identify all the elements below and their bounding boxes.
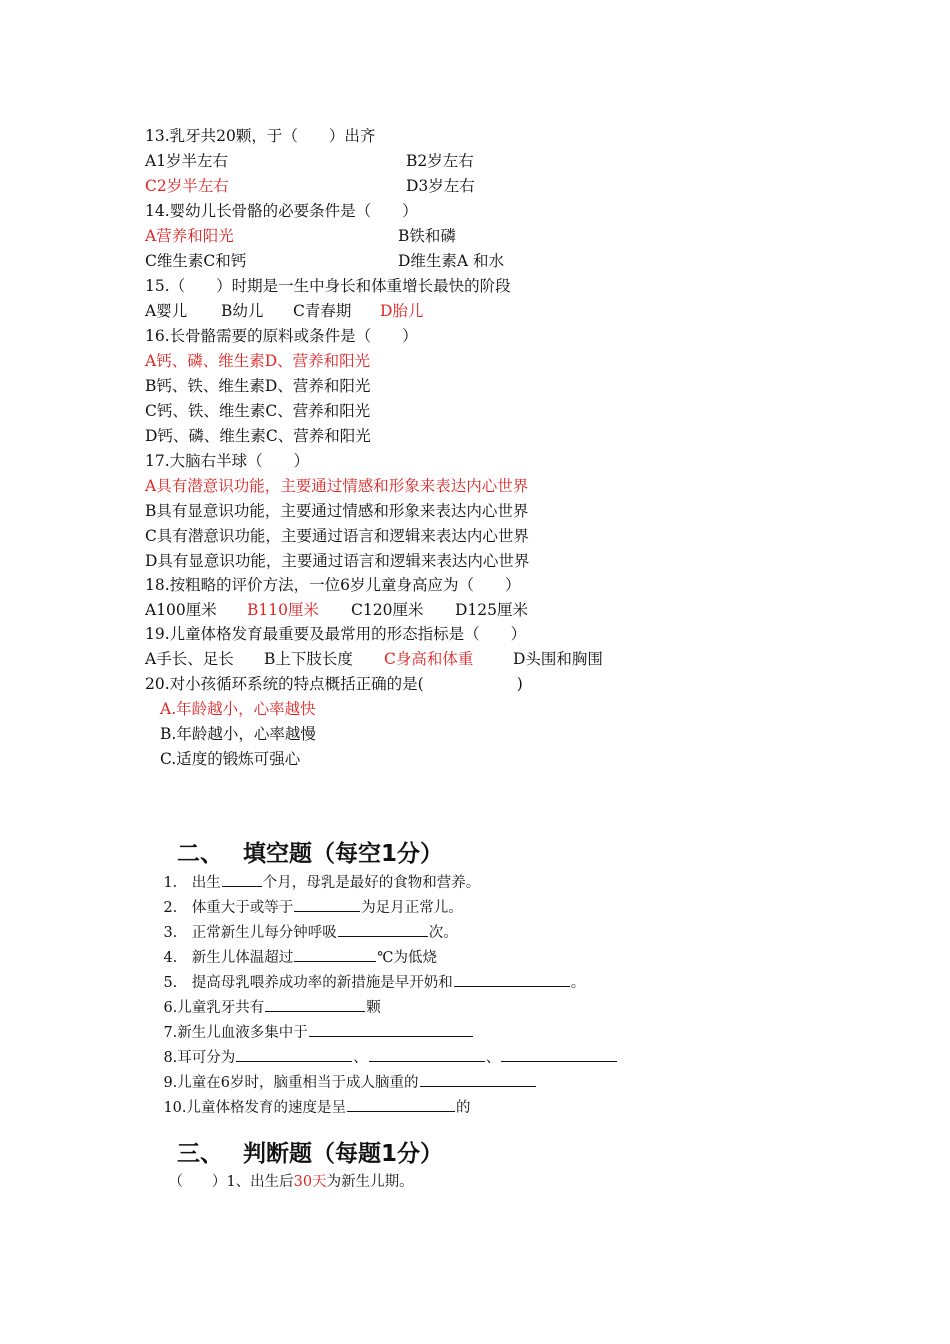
fill-blank-item-8: 8.耳可分为 、 、 [145, 1021, 618, 1045]
section-2-title: 填空题（每空1分） [243, 841, 444, 867]
q16-option-d: D钙、磷、维生素C、营养和阳光 [145, 427, 371, 445]
fill-blank-item-1: 1. 出生 个月，母乳是最好的食物和营养。 [145, 846, 480, 870]
answer-paren: （ ） [168, 1174, 227, 1190]
section-3-title: 判断题（每题1分） [243, 1141, 444, 1167]
q13-option-b: B2岁左右 [406, 152, 474, 170]
q16-option-a-answer: A钙、磷、维生素D、营养和阳光 [145, 352, 371, 370]
q18-option-d: D125厘米 [455, 601, 529, 619]
q20-option-c: C.适度的锻炼可强心 [160, 750, 301, 768]
highlighted-answer: 30天 [293, 1174, 327, 1190]
question-14-stem: 14.婴幼儿长骨骼的必要条件是（ ） [145, 202, 418, 220]
question-13-options-row-2 [145, 174, 765, 198]
q20-option-a-answer: A.年龄越小，心率越快 [160, 700, 316, 718]
q14-option-c: C维生素C和钙 [145, 252, 247, 270]
judge-question-1: （ ）1、出生后30天为新生儿期。 [168, 1174, 414, 1190]
q15-option-b: B幼儿 [221, 302, 264, 320]
question-15-stem: 15.（ ）时期是一生中身长和体重增长最快的阶段 [145, 277, 511, 295]
q20-option-b: B.年龄越小，心率越慢 [160, 725, 316, 743]
question-14-options-row-1 [145, 224, 765, 248]
fill-blank-item-10: 10.儿童体格发育的速度是呈 的 [145, 1071, 471, 1095]
question-15-options [145, 299, 765, 323]
fill-blank-item-5: 5. 提高母乳喂养成功率的新措施是早开奶和 。 [145, 946, 585, 970]
fill-blank-item-3: 3. 正常新生儿每分钟呼吸 次。 [145, 896, 458, 920]
question-17-stem: 17.大脑右半球（ ） [145, 452, 310, 470]
question-19-stem: 19.儿童体格发育最重要及最常用的形态指标是（ ） [145, 625, 527, 643]
question-19-options [145, 647, 785, 671]
q15-option-a: A婴儿 [145, 302, 188, 320]
question-13-options-row-1 [145, 149, 765, 173]
q18-option-a: A100厘米 [145, 601, 217, 619]
q19-option-d: D头围和胸围 [513, 650, 603, 668]
q13-option-c-answer: C2岁半左右 [145, 177, 229, 195]
question-16-stem: 16.长骨骼需要的原料或条件是（ ） [145, 327, 418, 345]
blank-line [454, 970, 570, 987]
q17-option-a-answer: A具有潜意识功能，主要通过情感和形象来表达内心世界 [145, 477, 529, 495]
fill-blank-item-2: 2. 体重大于或等于 为足月正常儿。 [145, 871, 463, 895]
q14-option-a-answer: A营养和阳光 [145, 227, 234, 245]
q18-option-c: C120厘米 [351, 601, 424, 619]
question-13-stem: 13.乳牙共20颗，于（ ）出齐 [145, 127, 376, 145]
question-14-options-row-2 [145, 249, 765, 273]
q19-option-a: A手长、足长 [145, 650, 234, 668]
question-18-stem: 18.按粗略的评价方法，一位6岁儿童身高应为（ ） [145, 576, 521, 594]
fill-blank-item-9: 9.儿童在6岁时，脑重相当于成人脑重的 [145, 1046, 537, 1070]
section-3-heading [145, 1103, 444, 1167]
fill-blank-item-6: 6.儿童乳牙共有 颗 [145, 971, 381, 995]
section-3-number: 三、 [177, 1141, 224, 1167]
q16-option-c: C钙、铁、维生素C、营养和阳光 [145, 402, 371, 420]
question-18-options [145, 598, 765, 622]
q19-option-c-answer: C身高和体重 [384, 650, 474, 668]
q17-option-c: C具有潜意识功能，主要通过语言和逻辑来表达内心世界 [145, 527, 529, 545]
q18-option-b-answer: B110厘米 [247, 601, 319, 619]
q17-option-d: D具有显意识功能，主要通过语言和逻辑来表达内心世界 [145, 552, 530, 570]
q14-option-b: B铁和磷 [398, 227, 456, 245]
q19-option-b: B上下肢长度 [264, 650, 353, 668]
q15-option-d-answer: D胎儿 [380, 302, 424, 320]
q13-option-d: D3岁左右 [406, 177, 475, 195]
section-2-number: 二、 [177, 841, 224, 867]
fill-blank-item-7: 7.新生儿血液多集中于 [145, 996, 474, 1020]
q13-option-a: A1岁半左右 [145, 152, 229, 170]
fill-blank-item-4: 4. 新生儿体温超过 ℃为低烧 [145, 921, 437, 945]
q16-option-b: B钙、铁、维生素D、营养和阳光 [145, 377, 371, 395]
q14-option-d: D维生素A 和水 [398, 252, 505, 270]
q17-option-b: B具有显意识功能，主要通过情感和形象来表达内心世界 [145, 502, 529, 520]
question-20-stem: 20.对小孩循环系统的特点概括正确的是( ) [145, 675, 523, 693]
q15-option-c: C青春期 [293, 302, 352, 320]
section-2-heading [145, 803, 444, 867]
